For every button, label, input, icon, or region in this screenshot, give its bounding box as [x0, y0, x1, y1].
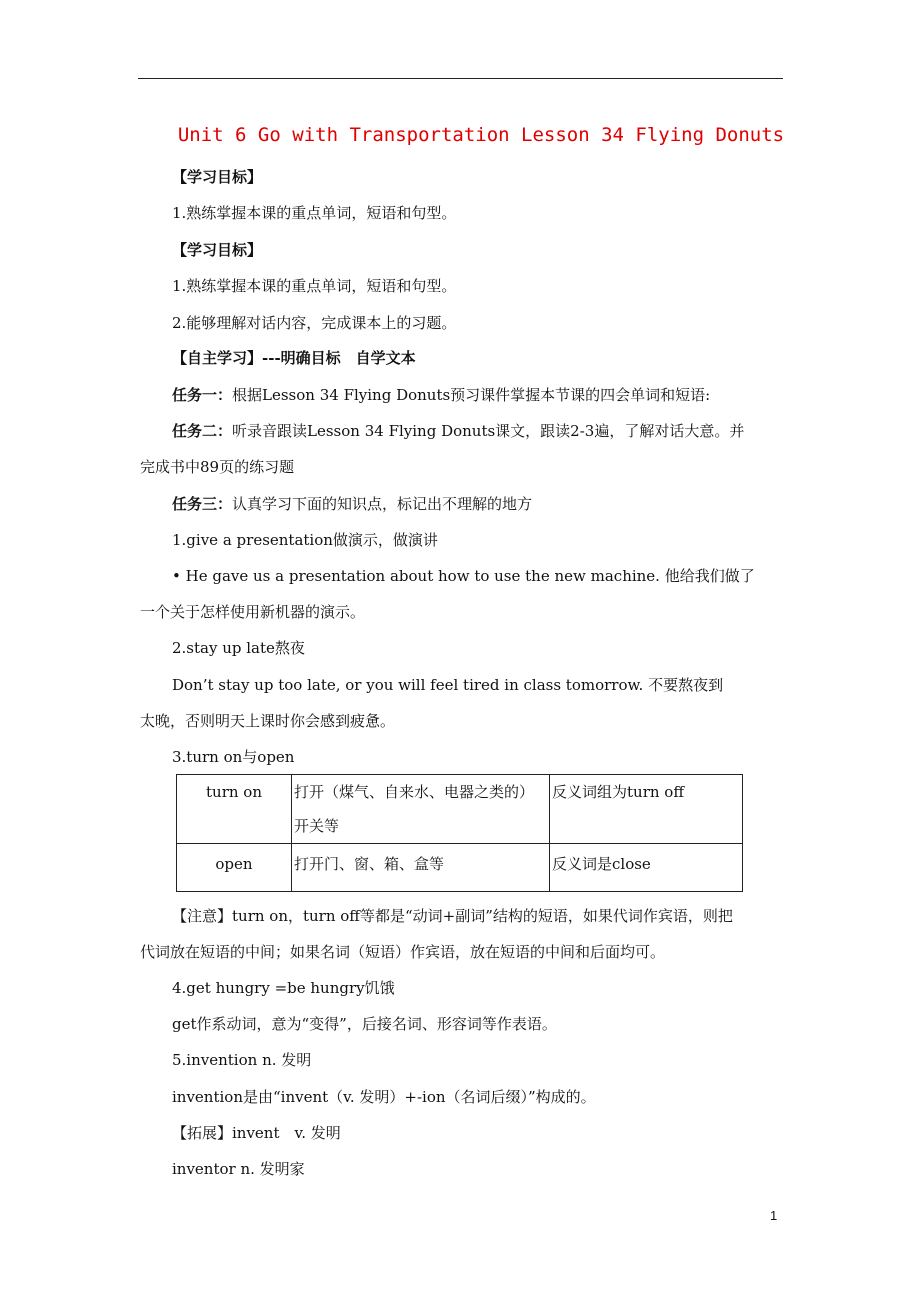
task-2: [172, 421, 744, 441]
page-title: Unit 6 Go with Transportation Lesson 34 Flying Donuts: [177, 124, 785, 146]
knowledge-point-2-example: Don’t stay up too late, or you will feel tired in class tomorrow. 不要熬夜到: [172, 676, 724, 694]
knowledge-point-5: 5.invention n. 发明: [172, 1051, 312, 1069]
objective-item-1: 1.熟练掌握本课的重点单词，短语和句型。: [172, 277, 457, 295]
task-3-text: 认真学习下面的知识点，标记出不理解的地方: [232, 495, 533, 513]
objective-item: 1.熟练掌握本课的重点单词，短语和句型。: [172, 204, 457, 222]
knowledge-point-1-example-cont: 一个关于怎样使用新机器的演示。: [140, 603, 366, 621]
extension-2: inventor n. 发明家: [172, 1160, 305, 1178]
task-2-label: 任务二：: [172, 422, 233, 440]
note: 【注意】turn on，turn off等都是“动词+副词”结构的短语，如果代词作宾语，则把: [172, 907, 733, 925]
table-cell-meaning: [292, 775, 550, 844]
task-2-continuation: 完成书中89页的练习题: [140, 458, 295, 476]
table-cell-opposite: 反义词是close: [550, 844, 743, 892]
knowledge-point-2: 2.stay up late熬夜: [172, 639, 305, 657]
task-3: [172, 494, 532, 514]
objectives-heading-2: 【学习目标】: [172, 241, 263, 259]
task-1: [172, 385, 710, 405]
table-cell-meaning-line-1: 打开（煤气、自来水、电器之类的）: [294, 783, 535, 801]
self-study-heading: 【自主学习】---明确目标 自学文本: [172, 349, 416, 367]
note-continuation: 代词放在短语的中间；如果名词（短语）作宾语，放在短语的中间和后面均可。: [140, 943, 666, 961]
task-2-text: 听录音跟读Lesson 34 Flying Donuts课文，跟读2-3遍，了解对话大意。并: [232, 422, 745, 440]
page-number: 1: [770, 1208, 778, 1223]
table-cell-meaning-line-2: 开关等: [294, 817, 340, 835]
knowledge-point-5-example: invention是由“invent（v. 发明）+-ion（名词后缀）”构成的。: [172, 1088, 596, 1106]
knowledge-point-1-example: • He gave us a presentation about how to use the new machine. 他给我们做了: [172, 567, 755, 585]
objectives-heading: 【学习目标】: [172, 168, 263, 186]
table-cell-meaning: 打开门、窗、箱、盒等: [292, 844, 550, 892]
turn-on-open-table: [176, 774, 743, 892]
knowledge-point-4-example: get作系动词，意为“变得”，后接名词、形容词等作表语。: [172, 1015, 557, 1033]
table-row: [177, 844, 743, 892]
task-1-text: 根据Lesson 34 Flying Donuts预习课件掌握本节课的四会单词和短语:: [232, 386, 711, 404]
table-cell-opposite: 反义词组为turn off: [550, 775, 743, 844]
table-row: [177, 775, 743, 844]
knowledge-point-2-example-cont: 太晚，否则明天上课时你会感到疲惫。: [140, 712, 396, 730]
header-rule: [138, 78, 783, 79]
extension: 【拓展】invent v. 发明: [172, 1124, 341, 1142]
objective-item-2: 2.能够理解对话内容，完成课本上的习题。: [172, 314, 457, 332]
table-cell-phrase: turn on: [177, 775, 292, 844]
knowledge-point-4: 4.get hungry =be hungry饥饿: [172, 979, 395, 997]
task-1-label: 任务一：: [172, 386, 233, 404]
knowledge-point-1: 1.give a presentation做演示，做演讲: [172, 531, 438, 549]
knowledge-point-3: 3.turn on与open: [172, 748, 295, 766]
table-cell-phrase: open: [177, 844, 292, 892]
task-3-label: 任务三：: [172, 495, 233, 513]
